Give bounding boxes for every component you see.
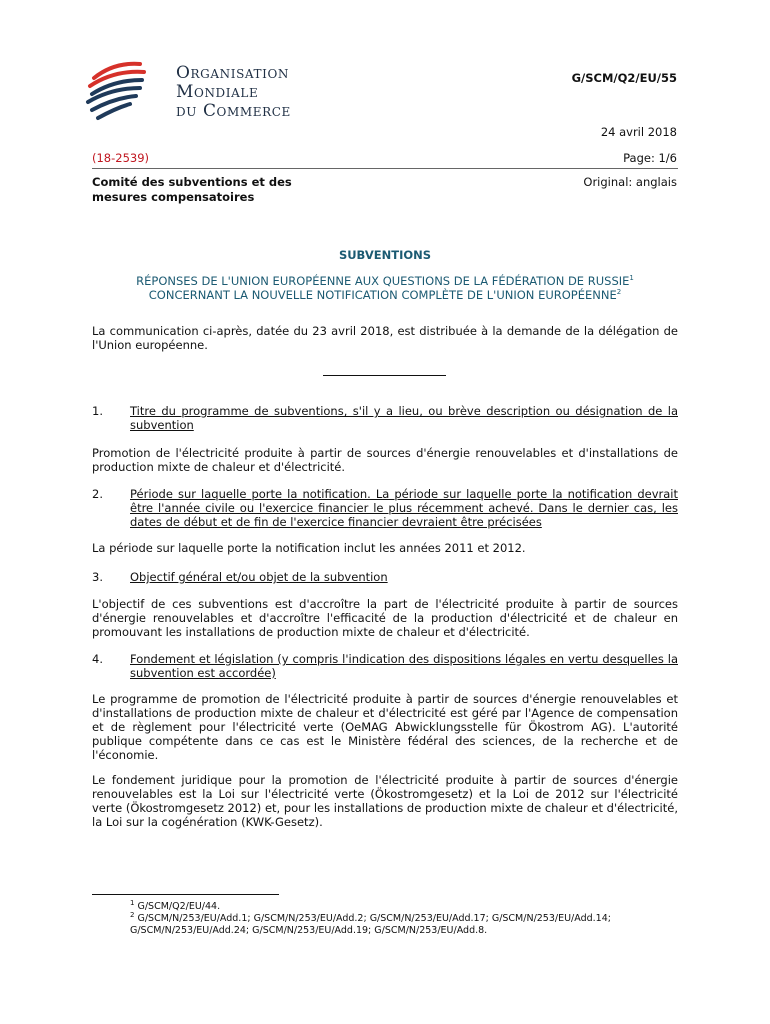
question-number: 3.	[92, 570, 103, 584]
footnote-divider	[92, 894, 279, 895]
document-reference: (18-2539)	[92, 151, 150, 165]
document-title: SUBVENTIONS	[338, 248, 432, 262]
question-item	[92, 404, 678, 432]
header-divider	[92, 168, 678, 169]
question-heading: Objectif général et/ou objet de la subvention	[130, 570, 388, 584]
document-date: 24 avril 2018	[600, 125, 677, 139]
intro-paragraph: La communication ci-après, datée du 23 avril 2018, est distribuée à la demande de la délégation de l'Union européenne.	[92, 324, 678, 352]
answer-paragraph: L'objectif de ces subventions est d'accroître la part de l'électricité produite à partir de sources d'énergie renouvelables et d'accroître l'efficacité de la production d'électricité et de chaleur en promouvant les installations de production mixte de chaleur et d'électricité.	[92, 597, 678, 639]
document-symbol: G/SCM/Q2/EU/55	[571, 71, 677, 85]
question-number: 2.	[92, 487, 103, 501]
answer-paragraph: Le fondement juridique pour la promotion de l'électricité produite à partir de sources d'énergie renouvelables est la Loi sur l'électricité verte (Ökostromgesetz) et la Loi de 2012 sur l'électricité verte (Ökostromgesetz 2012) et, pour les installations de production mixte de chaleur et d'électricité, la Loi sur la cogénération (KWK-Gesetz).	[92, 773, 678, 829]
footnote-1	[92, 898, 678, 913]
question-number: 1.	[92, 404, 103, 418]
footnote-text: G/SCM/Q2/EU/44.	[137, 901, 221, 912]
original-language: Original: anglais	[583, 175, 677, 189]
question-number: 4.	[92, 652, 103, 666]
page-number: Page: 1/6	[623, 151, 677, 165]
footnote-mark: 1	[130, 898, 135, 907]
footnote-text: G/SCM/N/253/EU/Add.1; G/SCM/N/253/EU/Add.2; G/SCM/N/253/EU/Add.17; G/SCM/N/253/EU/Add.14; G/SCM/N/253/EU/Add.24; G/SCM/N/253/EU/Add.19; G/SCM/N/253/EU/Add.8.	[130, 913, 611, 936]
answer-paragraph: La période sur laquelle porte la notification inclut les années 2011 et 2012.	[92, 541, 526, 555]
question-item	[92, 652, 678, 680]
footnote-2	[92, 910, 678, 937]
committee-name: Comité des subventions et des mesures compensatoires	[92, 175, 292, 204]
document-subtitle	[92, 274, 678, 302]
logo-line: Mondiale	[176, 82, 259, 102]
answer-paragraph: Le programme de promotion de l'électricité produite à partir de sources d'énergie renouvelables et d'installations de production mixte de chaleur et d'électricité est géré par l'Agence de compensation et de règlement pour l'électricité verte (OeMAG Abwicklungsstelle für Ökostrom AG). L'autorité publique compétente dans ce cas est le Ministère fédéral des sciences, de la recherche et de l'économie.	[92, 692, 678, 762]
footnote-mark: 2	[130, 910, 135, 919]
logo-line: Organisation	[176, 63, 289, 83]
separator-line	[323, 375, 446, 376]
footnote-ref-2[interactable]: 2	[616, 288, 622, 297]
wto-logo	[84, 56, 334, 128]
question-item	[92, 487, 678, 529]
question-heading: Période sur laquelle porte la notification. La période sur laquelle porte la notification devrait être l'année civile ou l'exercice financier le plus récemment achevé. Dans le dernier cas, les dates de début et de fin de l'exercice financier devraient être précisées	[130, 487, 678, 529]
answer-paragraph: Promotion de l'électricité produite à partir de sources d'énergie renouvelables et d'installations de production mixte de chaleur et d'électricité.	[92, 446, 678, 474]
subtitle-line-1: RÉPONSES DE L'UNION EUROPÉENNE AUX QUESTIONS DE LA FÉDÉRATION DE RUSSIE	[136, 274, 630, 288]
question-heading: Titre du programme de subventions, s'il y a lieu, ou brève description ou désignation de la subvention	[130, 404, 678, 432]
wto-emblem-icon	[84, 56, 168, 128]
subtitle-line-2: CONCERNANT LA NOUVELLE NOTIFICATION COMPLÈTE DE L'UNION EUROPÉENNE	[148, 288, 617, 302]
question-item	[92, 570, 678, 584]
wto-logo-text	[176, 64, 291, 121]
logo-line: du Commerce	[176, 101, 291, 121]
question-heading: Fondement et législation (y compris l'indication des dispositions légales en vertu desquelles la subvention est accordée)	[130, 652, 678, 680]
footnote-ref-1[interactable]: 1	[629, 274, 634, 283]
